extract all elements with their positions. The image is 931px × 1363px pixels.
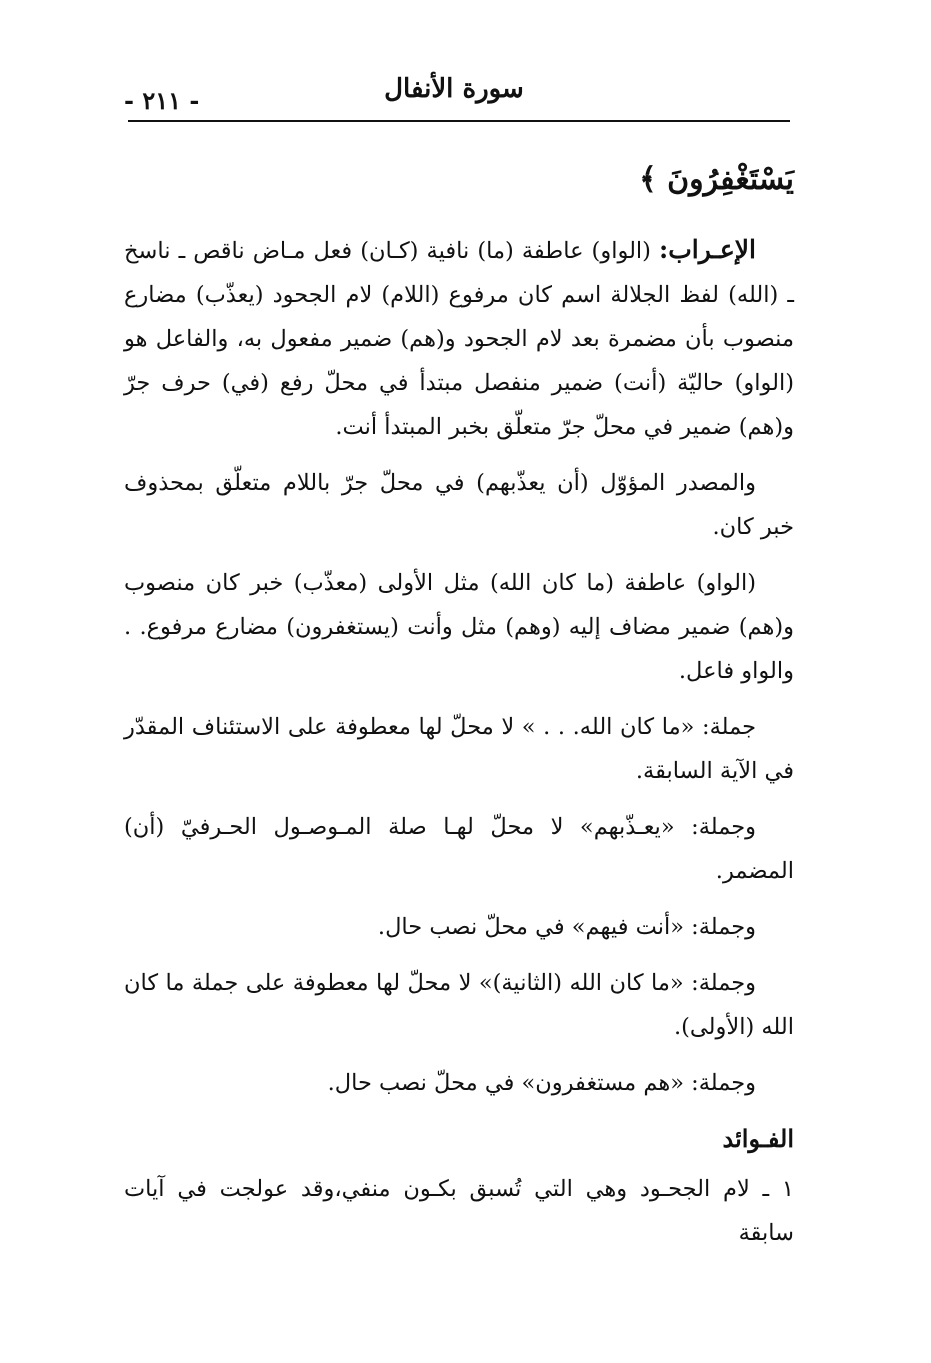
fawaid-heading: الفـوائد (722, 1124, 794, 1153)
irab-paragraph (124, 228, 794, 449)
page-number: - ٢١١ - (124, 86, 200, 115)
paragraph-masdar: والمصدر المؤوّل (أن يعذّبهم) في محلّ جرّ باللام متعلّق بمحذوف خبر كان. (124, 470, 794, 540)
paragraph-second-irab: (الواو) عاطفة (ما كان الله) مثل الأولى (معذّب) خبر كان منصوب و(هم) ضمير مضاف إليه (وهم) مثل وأنت (يستغفرون) مضارع مرفوع. . والواو فاعل. (124, 570, 794, 684)
verse-fragment: يَسْتَغْفِرُونَ ﴾ (639, 162, 794, 197)
surah-title: سورة الأنفال (384, 74, 524, 104)
page-body (124, 150, 794, 1267)
header-divider (128, 120, 790, 122)
irab-text: (الواو) عاطفة (ما) نافية (كـان) فعل مـاض ناقص ـ ناسخ ـ (الله) لفظ الجلالة اسم كان مرفوع (اللام) لام الجحود (يعذّب) مضارع منصوب بأن مضمرة بعد لام الجحود و(هم) ضمير مفعول به، والفاعل هو (الواو) حاليّة (أنت) ضمير منفصل مبتدأ في محلّ رفع (في) حرف جرّ و(هم) ضمير في محلّ جرّ متعلّق بخبر المبتدأ أنت. (124, 238, 794, 440)
fawaid-item-1: ١ ـ لام الجحـود وهي التي تُسبق بكـون منفي،وقد عولجت في آيات سابقة (124, 1176, 794, 1246)
paragraph-jumla-1: جملة: «ما كان الله. . . » لا محلّ لها معطوفة على الاستئناف المقدّر في الآية السابقة. (124, 714, 794, 784)
irab-label: الإعـراب: (659, 235, 756, 264)
paragraph-jumla-2: وجملة: «يعـذّبهم» لا محلّ لهـا صلة المـوصـول الحـرفيّ (أن) المضمر. (124, 814, 794, 884)
page-header (118, 70, 790, 120)
paragraph-jumla-5: وجملة: «هم مستغفرون» في محلّ نصب حال. (327, 1070, 756, 1096)
paragraph-jumla-3: وجملة: «أنت فيهم» في محلّ نصب حال. (377, 914, 756, 940)
paragraph-jumla-4: وجملة: «ما كان الله (الثانية)» لا محلّ لها معطوفة على جملة ما كان الله (الأولى). (124, 970, 794, 1040)
